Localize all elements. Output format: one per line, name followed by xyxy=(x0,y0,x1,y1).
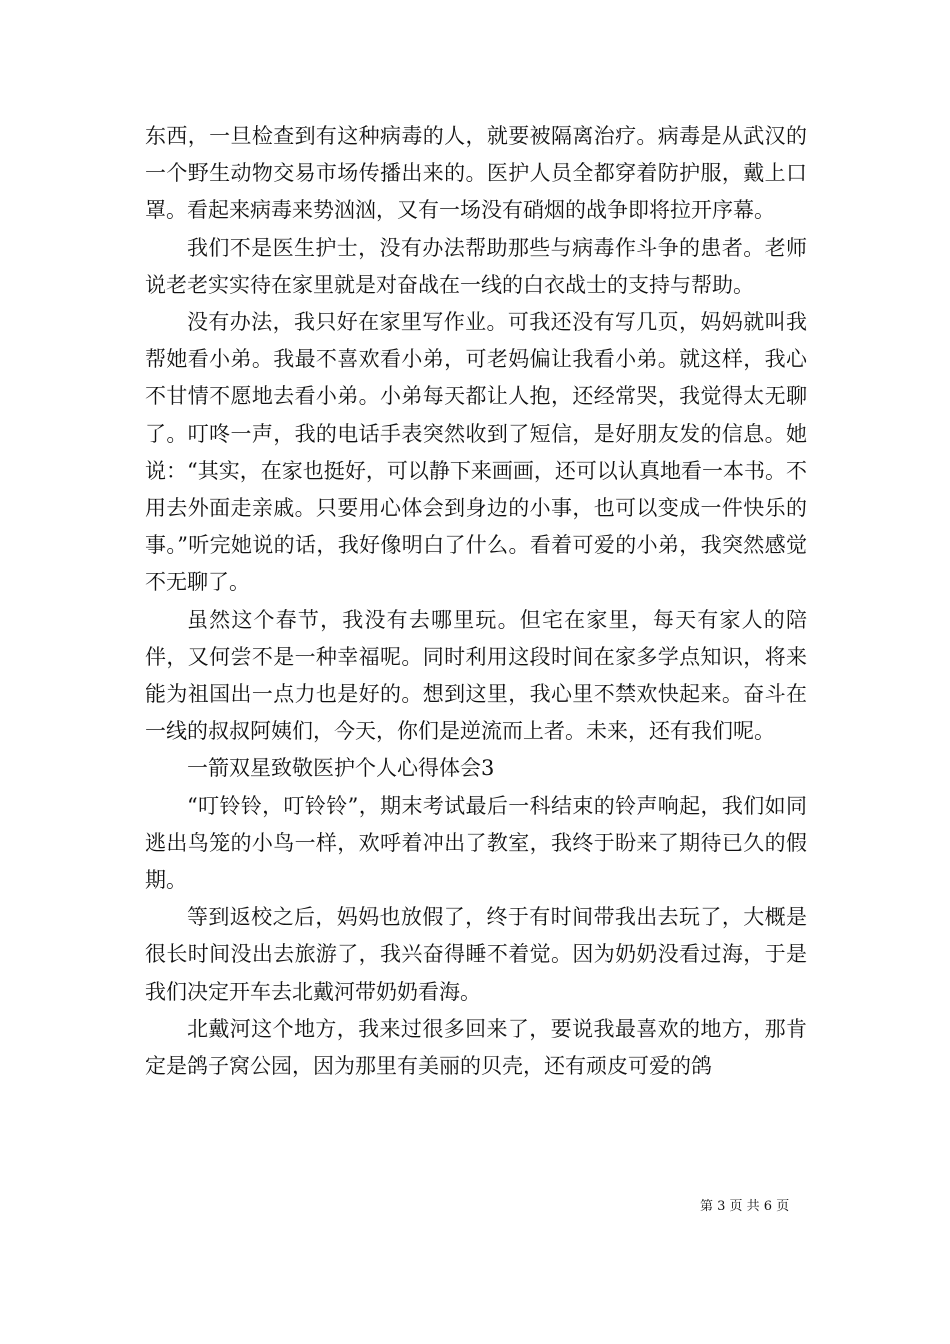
paragraph-continuation: 东西，一旦检查到有这种病毒的人，就要被隔离治疗。病毒是从武汉的一个野生动物交易市场传播出来的。医护人员全都穿着防护服，戴上口罩。看起来病毒来势汹汹，又有一场没有硝烟的战争即将拉开序幕。 xyxy=(145,124,807,223)
paragraph: 我们不是医生护士，没有办法帮助那些与病毒作斗争的患者。老师说老老实实待在家里就是对奋战在一线的白衣战士的支持与帮助。 xyxy=(145,235,807,297)
page-number-footer: 第 3 页 共 6 页 xyxy=(700,1199,790,1214)
paragraph: 虽然这个春节，我没有去哪里玩。但宅在家里，每天有家人的陪伴，又何尝不是一种幸福呢。同时利用这段时间在家多学点知识，将来能为祖国出一点力也是好的。想到这里，我心里不禁欢快起来。奋斗在一线的叔叔阿姨们，今天，你们是逆流而上者。未来，还有我们呢。 xyxy=(145,607,807,744)
section-heading: 一箭双星致敬医护个人心得体会3 xyxy=(187,756,495,781)
paragraph: 没有办法，我只好在家里写作业。可我还没有写几页，妈妈就叫我帮她看小弟。我最不喜欢看小弟，可老妈偏让我看小弟。就这样，我心不甘情不愿地去看小弟。小弟每天都让人抱，还经常哭，我觉得太无聊了。叮咚一声，我的电话手表突然收到了短信，是好朋友发的信息。她说：“其实，在家也挺好，可以静下来画画，还可以认真地看一本书。不用去外面走亲戚。只要用心体会到身边的小事，也可以变成一件快乐的事。”听完她说的话，我好像明白了什么。看着可爱的小弟，我突然感觉不无聊了。 xyxy=(145,310,807,595)
paragraph: 等到返校之后，妈妈也放假了，终于有时间带我出去玩了，大概是很长时间没出去旅游了，我兴奋得睡不着觉。因为奶奶没看过海，于是我们决定开车去北戴河带奶奶看海。 xyxy=(145,905,807,1004)
document-body xyxy=(145,118,807,1085)
paragraph: “叮铃铃，叮铃铃”，期末考试最后一科结束的铃声响起，我们如同逃出鸟笼的小鸟一样，欢呼着冲出了教室，我终于盼来了期待已久的假期。 xyxy=(145,793,807,893)
paragraph: 北戴河这个地方，我来过很多回来了，要说我最喜欢的地方，那肯定是鸽子窝公园，因为那里有美丽的贝壳，还有顽皮可爱的鸽 xyxy=(145,1016,807,1079)
